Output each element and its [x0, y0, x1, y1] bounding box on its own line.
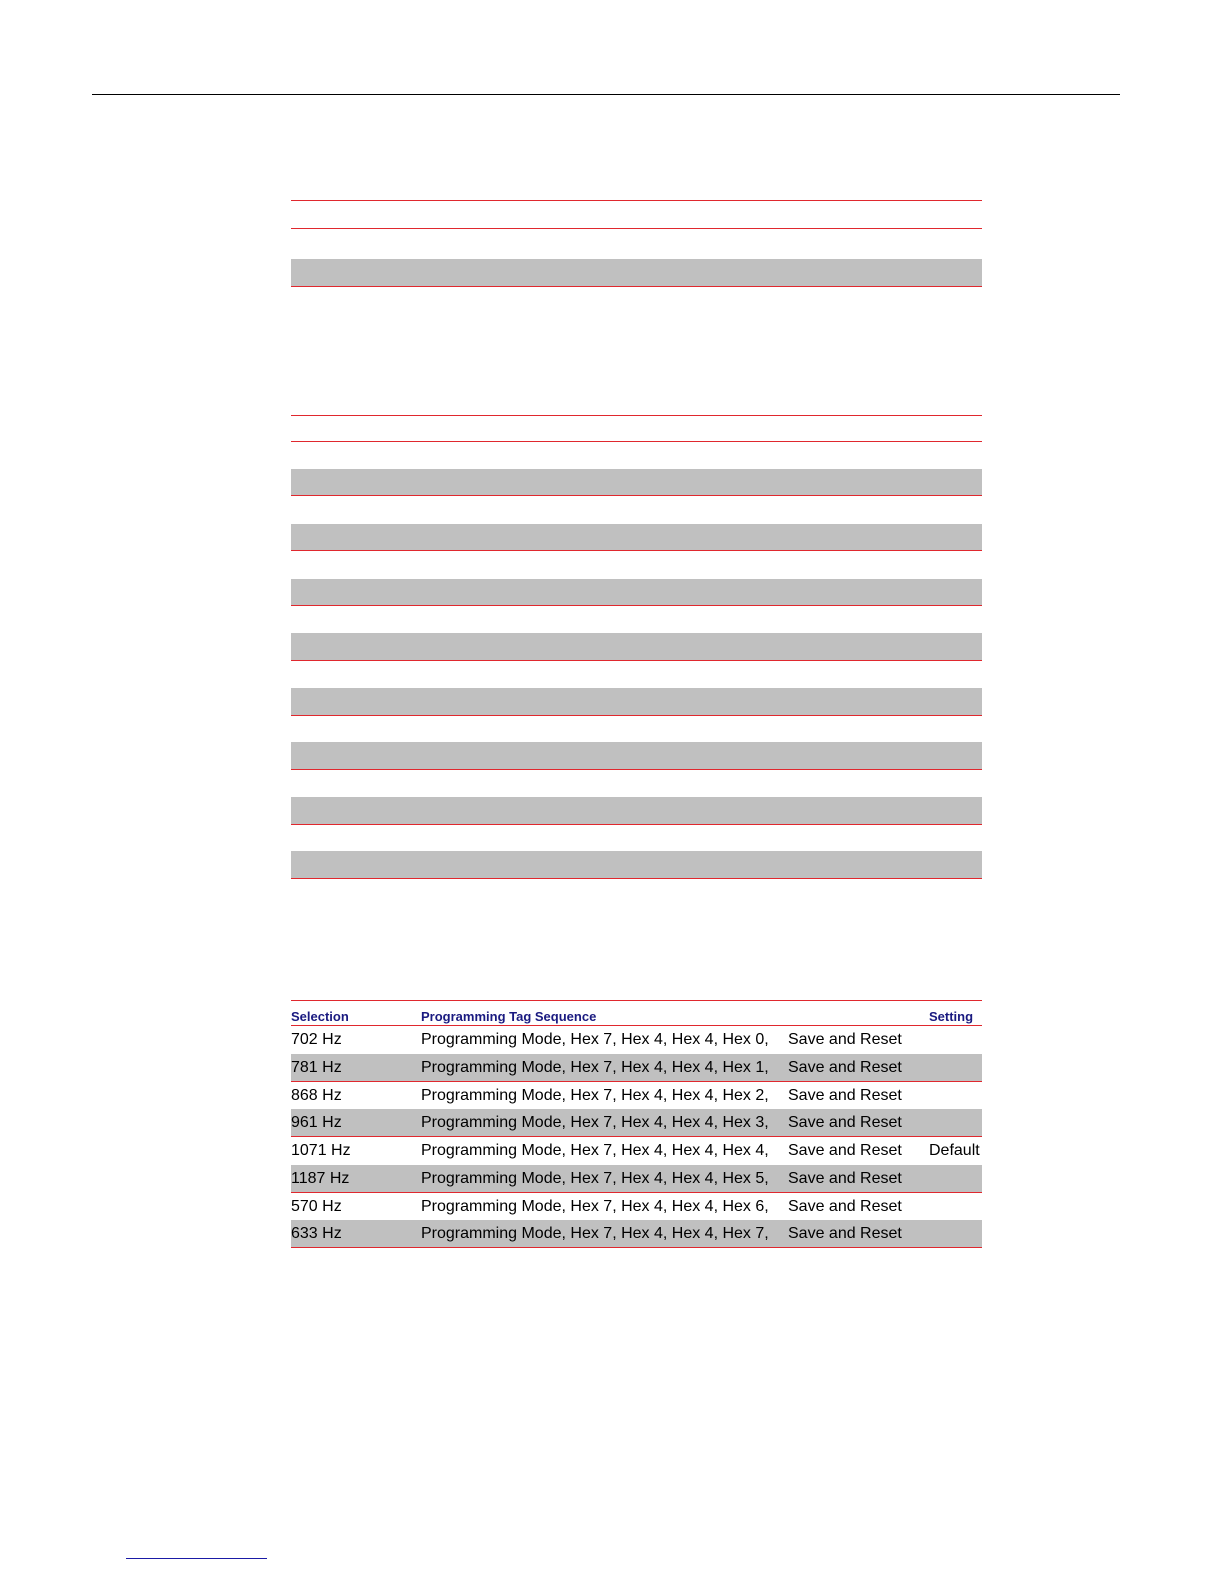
sequence-cell: Programming Mode, Hex 7, Hex 4, Hex 4, Hex 3, [421, 1114, 769, 1132]
table-rule [291, 605, 982, 606]
sequence-cell: Programming Mode, Hex 7, Hex 4, Hex 4, Hex 7, [421, 1225, 769, 1243]
selection-cell: 1187 Hz [291, 1169, 350, 1187]
table-rule [291, 415, 982, 416]
sequence-cell: Programming Mode, Hex 7, Hex 4, Hex 4, Hex 2, [421, 1086, 769, 1104]
sequence-cell: Programming Mode, Hex 7, Hex 4, Hex 4, Hex 0, [421, 1031, 769, 1048]
table-row [291, 259, 982, 286]
footnote-rule [126, 1558, 267, 1559]
table-rule [291, 228, 982, 229]
table-row [291, 469, 982, 495]
table-row [291, 1193, 982, 1221]
table-row [291, 579, 982, 605]
selection-cell: 702 Hz [291, 1031, 342, 1048]
table-row [291, 1026, 982, 1054]
table-rule [291, 769, 982, 770]
save-reset-cell: Save and Reset [788, 1197, 902, 1215]
table-rule [291, 441, 982, 442]
save-reset-cell: Save and Reset [788, 1114, 902, 1132]
sequence-cell: Programming Mode, Hex 7, Hex 4, Hex 4, Hex 6, [421, 1197, 769, 1215]
table-row [291, 1165, 982, 1193]
table-rule [291, 715, 982, 716]
table-row [291, 742, 982, 769]
selection-cell: 570 Hz [291, 1197, 342, 1215]
table-rule [291, 660, 982, 661]
setting-cell: Default [929, 1142, 980, 1159]
table-header [291, 1000, 982, 1026]
table-rule [291, 824, 982, 825]
header-selection: Selection [291, 1009, 349, 1024]
selection-cell: 633 Hz [291, 1225, 342, 1243]
selection-cell: 1071 Hz [291, 1142, 351, 1159]
table-row [291, 524, 982, 550]
save-reset-cell: Save and Reset [788, 1086, 902, 1104]
page-header-rule [92, 94, 1120, 95]
table-row [291, 1137, 982, 1165]
table-row [291, 851, 982, 878]
table-rule [291, 286, 982, 287]
sequence-cell: Programming Mode, Hex 7, Hex 4, Hex 4, Hex 1, [421, 1058, 769, 1076]
table-row [291, 633, 982, 660]
save-reset-cell: Save and Reset [788, 1225, 902, 1243]
table-row [291, 1054, 982, 1082]
header-setting: Setting [929, 1009, 974, 1024]
table-row [291, 1082, 982, 1110]
save-reset-cell: Save and Reset [788, 1058, 902, 1076]
table-rule [291, 550, 982, 551]
table-rule [291, 200, 982, 201]
table-rule [291, 495, 982, 496]
selection-cell: 961 Hz [291, 1114, 342, 1132]
table-row [291, 1220, 982, 1248]
table-row [291, 797, 982, 824]
table-row [291, 688, 982, 715]
save-reset-cell: Save and Reset [788, 1031, 902, 1048]
save-reset-cell: Save and Reset [788, 1142, 902, 1159]
sequence-cell: Programming Mode, Hex 7, Hex 4, Hex 4, Hex 5, [421, 1169, 769, 1187]
selection-cell: 781 Hz [291, 1058, 342, 1076]
frequency-selection-table [291, 1000, 982, 1248]
table-row [291, 1109, 982, 1137]
save-reset-cell: Save and Reset [788, 1169, 902, 1187]
selection-cell: 868 Hz [291, 1086, 342, 1104]
table-rule [291, 878, 982, 879]
header-sequence: Programming Tag Sequence [421, 1009, 597, 1024]
sequence-cell: Programming Mode, Hex 7, Hex 4, Hex 4, Hex 4, [421, 1142, 769, 1159]
